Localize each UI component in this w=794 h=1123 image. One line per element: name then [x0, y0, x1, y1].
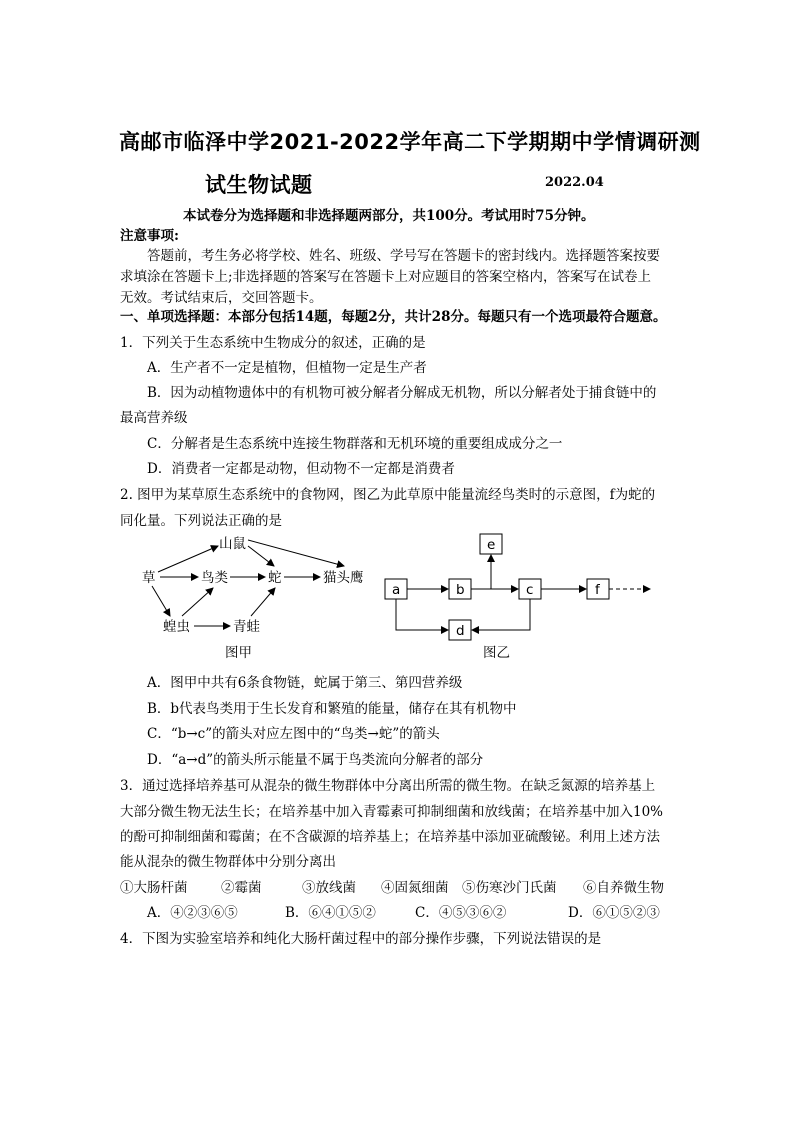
label-c: c	[526, 582, 534, 598]
node-huangchong: 蝗虫	[163, 619, 190, 635]
question-3-item: ①大肠杆菌	[120, 880, 188, 896]
question-3-stem-cont: 大部分微生物无法生长；在培养基中加入青霉素可抑制细菌和放线菌；在培养基中加入10%	[120, 804, 664, 820]
question-2-option-a: A．图甲中共有6条食物链，蛇属于第三、第四营养级	[147, 675, 463, 691]
question-3-stem-cont: 能从混杂的微生物群体中分别分离出	[120, 854, 336, 870]
question-1-option-b: B．因为动植物遗体中的有机物可被分解者分解成无机物，所以分解者处于捕食链中的	[147, 385, 657, 401]
question-2-stem-cont: 同化量。下列说法正确的是	[120, 513, 282, 529]
label-d: d	[456, 623, 465, 639]
label-e: e	[487, 537, 496, 553]
question-3-option-c: C．④⑤③⑥②	[415, 905, 507, 921]
edge-shanshu-maotouying	[248, 540, 344, 566]
question-2-option-d: D．“a→d”的箭头所示能量不属于鸟类流向分解者的部分	[147, 752, 484, 768]
node-niaolei: 鸟类	[201, 570, 228, 586]
label-b: b	[456, 582, 465, 598]
node-shanshu: 山鼠	[219, 536, 246, 552]
question-3-option-d: D．⑥①⑤②③	[568, 905, 660, 921]
question-3-item: ②霉菌	[221, 880, 262, 896]
exam-date: 2022.04	[545, 175, 604, 190]
question-3-stem: 3．通过选择培养基可从混杂的微生物群体中分离出所需的微生物。在缺乏氮源的培养基上	[120, 778, 656, 794]
question-4-stem: 4．下图为实验室培养和纯化大肠杆菌过程中的部分操作步骤，下列说法错误的是	[120, 931, 602, 947]
exam-subtitle: 本试卷分为选择题和非选择题两部分，共100分。考试用时75分钟。	[183, 208, 595, 224]
node-qingwa: 青蛙	[233, 619, 260, 635]
edge-qingwa-she	[251, 588, 275, 616]
question-1-option-d: D．消费者一定都是动物，但动物不一定都是消费者	[147, 461, 455, 477]
notice-line: 无效。考试结束后，交回答题卡。	[120, 290, 323, 306]
node-she: 蛇	[268, 570, 282, 586]
edge-cao-huangchong	[152, 586, 170, 616]
question-1-option-a: A．生产者不一定是植物，但植物一定是生产者	[147, 360, 427, 376]
edge-huangchong-niaolei	[182, 588, 213, 616]
question-3-option-b: B．⑥④①⑤②	[285, 905, 376, 921]
question-1-option-c: C．分解者是生态系统中连接生物群落和无机环境的重要组成成分之一	[147, 436, 563, 452]
question-2-stem: 2. 图甲为某草原生态系统中的食物网，图乙为此草原中能量流经鸟类时的示意图，f为蛇的	[120, 487, 656, 503]
question-1-stem: 1．下列关于生态系统中生物成分的叙述，正确的是	[120, 335, 426, 351]
label-a: a	[392, 582, 401, 598]
arrow-c-d	[472, 599, 530, 630]
notice-line: 求填涂在答题卡上;非选择题的答案写在答题卡上对应题目的答案空格内，答案写在试卷上	[120, 269, 652, 285]
arrow-a-d	[396, 599, 448, 630]
food-web-diagram	[130, 528, 380, 663]
question-3-item: ⑤伤寒沙门氏菌	[462, 880, 557, 896]
node-cao: 草	[142, 570, 156, 586]
question-3-stem-cont: 的酚可抑制细菌和霉菌；在不含碳源的培养基上；在培养基中添加亚硫酸铋。利用上述方法	[120, 829, 660, 845]
energy-flow-diagram	[380, 528, 660, 663]
notice-line: 答题前，考生务必将学校、姓名、班级、学号写在答题卡的密封线内。选择题答案按要	[147, 248, 660, 264]
page-title-continued: 试生物试题	[205, 173, 313, 197]
figure-caption-jia: 图甲	[225, 645, 252, 661]
question-3-item: ④固氮细菌	[381, 880, 449, 896]
question-3-item: ⑥自养微生物	[583, 880, 664, 896]
question-3-option-a: A．④②③⑥⑤	[147, 905, 238, 921]
label-f: f	[595, 582, 600, 598]
question-3-item: ③放线菌	[302, 880, 356, 896]
figure-caption-yi: 图乙	[483, 645, 510, 661]
page-title: 高邮市临泽中学2021-2022学年高二下学期期中学情调研测	[119, 130, 701, 154]
question-2-option-b: B．b代表鸟类用于生长发育和繁殖的能量，储存在其有机物中	[147, 701, 517, 717]
question-2-option-c: C．“b→c”的箭头对应左图中的“鸟类→蛇”的箭头	[147, 726, 440, 742]
question-1-option-b-cont: 最高营养级	[120, 410, 188, 426]
edge-shanshu-she	[248, 546, 274, 566]
section-heading: 一、单项选择题：本部分包括14题，每题2分，共计28分。每题只有一个选项最符合题意。	[120, 309, 667, 325]
notice-heading: 注意事项:	[120, 228, 179, 244]
node-maotouying: 猫头鹰	[323, 570, 364, 586]
edge-cao-shanshu	[158, 546, 218, 572]
